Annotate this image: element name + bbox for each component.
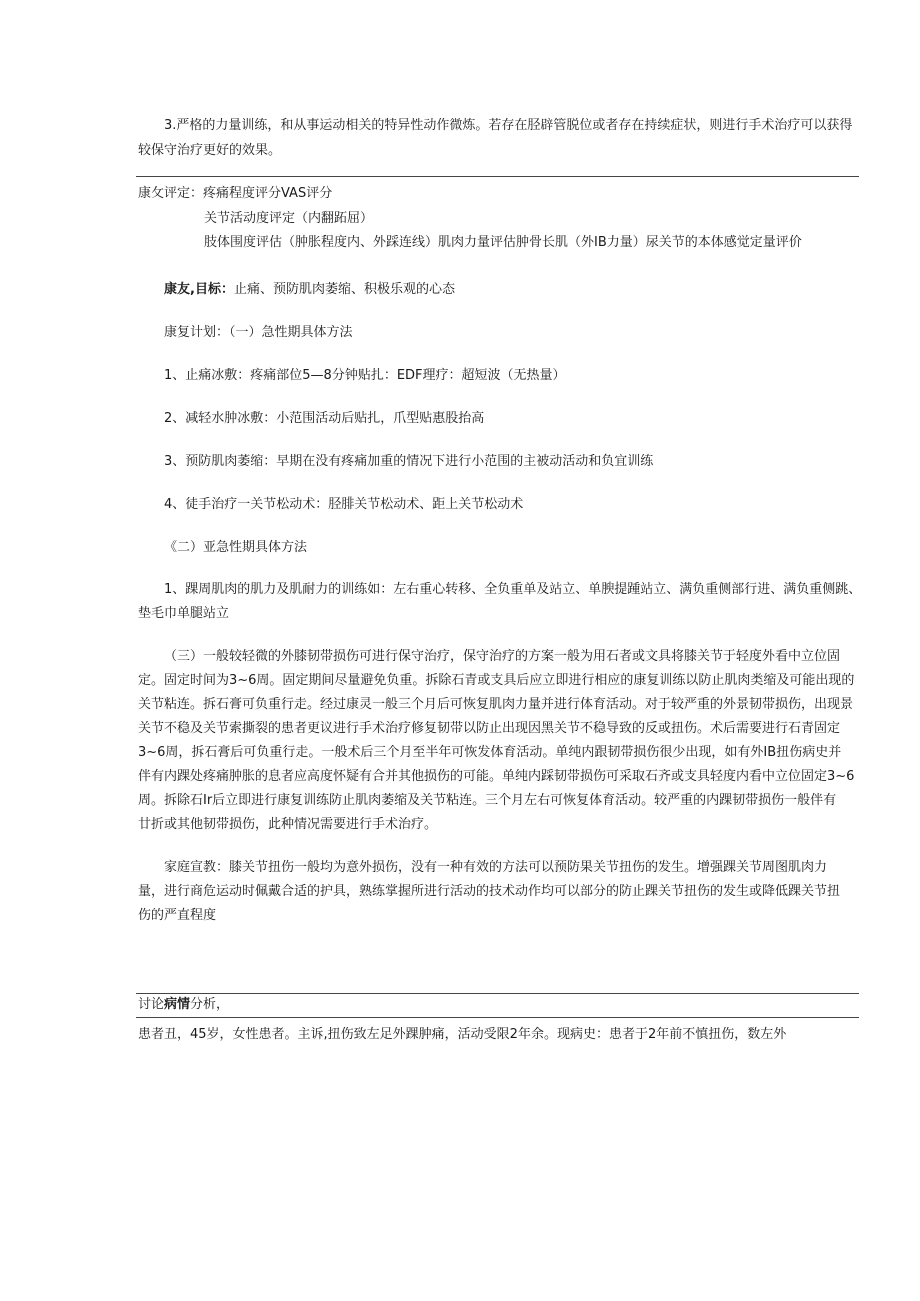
goal-label: 康友,目标： [164,282,234,297]
goal-text: 止痛、预防肌肉萎缩、积极乐观的心态 [233,282,455,297]
plan-title: 康复计划：（一）急性期具体方法 [164,325,353,340]
plan-item-2: 2、减轻水肿冰敷：小范围活动后贴扎，爪型贴惠股抬高 [164,411,485,426]
education-line-2: 量，进行商危运动时佩戴合适的护具，熟练掌握所进行活动的技术动作均可以部分的防止踝关节扭伤的发生或降低踝关节扭 [138,884,841,899]
plan-item-3: 3、预防肌肉萎缩：早期在没有疼痛加重的情况下进行小范围的主被动活动和负宜训练 [164,454,654,469]
discussion-prefix: 讨论 [138,997,165,1012]
section3-line-1: （三）一般较轻微的外膝韧带损伤可进行保守治疗，保守治疗的方案一般为用石者或文具将膝关节于轻度外看中立位固 [164,649,841,664]
section3-line-6: 伴有内踝处疼痛肿胀的息者应高度怀疑有合并其他损伤的可能。单纯内踩韧带损伤可采取石齐或支具轻度内看中立位固定3~6 [138,769,855,784]
section3-line-4: 关节不稳及关节索撕裂的患者更议进行手术治疗修复韧带以防止出现因黑关节不稳导致的反或扭伤。术后需要进行石青固定 [138,721,841,736]
intro-line-1: 3.严格的力量训练，和从事运动相关的特异性动作微炼。若存在胫辟管脱位或者存在持续症状，则进行手术治疗可以获得 [164,118,853,133]
discussion-bold: 病情 [164,997,191,1012]
intro-line-2: 较保守治疗更好的效果。 [138,143,282,158]
section3-line-8: 廿折或其他韧带损伤，此种情况需要进行手术治疗。 [138,817,438,832]
divider-discussion-top [136,993,859,994]
subacute-line-1: 1、踝周肌肉的肌力及肌耐力的训练如：左右重心转移、全负重单及站立、单腴提踵站立、满负重侧部行进、满负重侧跳、 [164,582,862,597]
plan-item-1: 1、止痛冰敷：疼痛部位5—8分钟贴扎：EDF理疗：超短波（无热量） [164,368,566,383]
section3-line-7: 周。拆除石Ir后立即进行康复训练防止肌肉萎缩及关节粘连。三个月左右可恢复体育活动。较严重的内踝韧带损伤一般伴有 [138,793,837,808]
discussion-heading [138,995,229,1015]
assessment-line-1: 康攵评定：疼痛程度评分VAS评分 [138,186,333,201]
section3-line-3: 关节粘连。拆石膏可负重行走。经过康灵一般三个月后可恢复肌肉力量并进行体育活动。对于较严重的外景韧带损伤，出现景 [138,697,854,712]
section3-line-5: 3~6周，拆石膏后可负重行走。一般术后三个月至半年可恢发体育活动。单纯内跟韧带损伤很少出现，如有外IB扭伤病史并 [138,745,842,760]
divider-top [136,176,859,177]
divider-discussion-bottom [136,1017,859,1018]
education-line-3: 伤的严直程度 [138,908,217,923]
discussion-suffix: 分析， [190,997,230,1012]
section3-line-2: 定。固定时间为3~6周。固定期间尽量避免负重。拆除石青或支具后应立即进行相应的康复训练以防止肌肉类缩及可能出现的 [138,673,855,688]
case-line: 患者丑，45岁，女性患者。主诉,扭伤致左足外踝肿痛，活动受限2年余。现病史：患者于2年前不慎扭伤，数左外 [138,1027,787,1042]
assessment-line-3: 肢体围度评估（肿胀程度内、外踩连线）肌肉力量评估肿骨长肌（外IB力量）尿关节的本体感觉定量评价 [204,235,802,250]
plan-item-4: 4、徒手治疗一关节松动术：胫腓关节松动术、距上关节松动术 [164,497,524,512]
assessment-line-2: 关节活动度评定（内翻跖屈） [204,211,374,226]
subacute-line-2: 垫毛巾单腿站立 [138,606,230,621]
goal-line [164,280,455,300]
education-line-1: 家庭宣教：膝关节扭伤一般均为意外损伤，没有一种有效的方法可以预防果关节扭伤的发生。增强踝关节周图肌肉力 [164,860,828,875]
subacute-title: 《二）亚急性期具体方法 [164,540,308,555]
